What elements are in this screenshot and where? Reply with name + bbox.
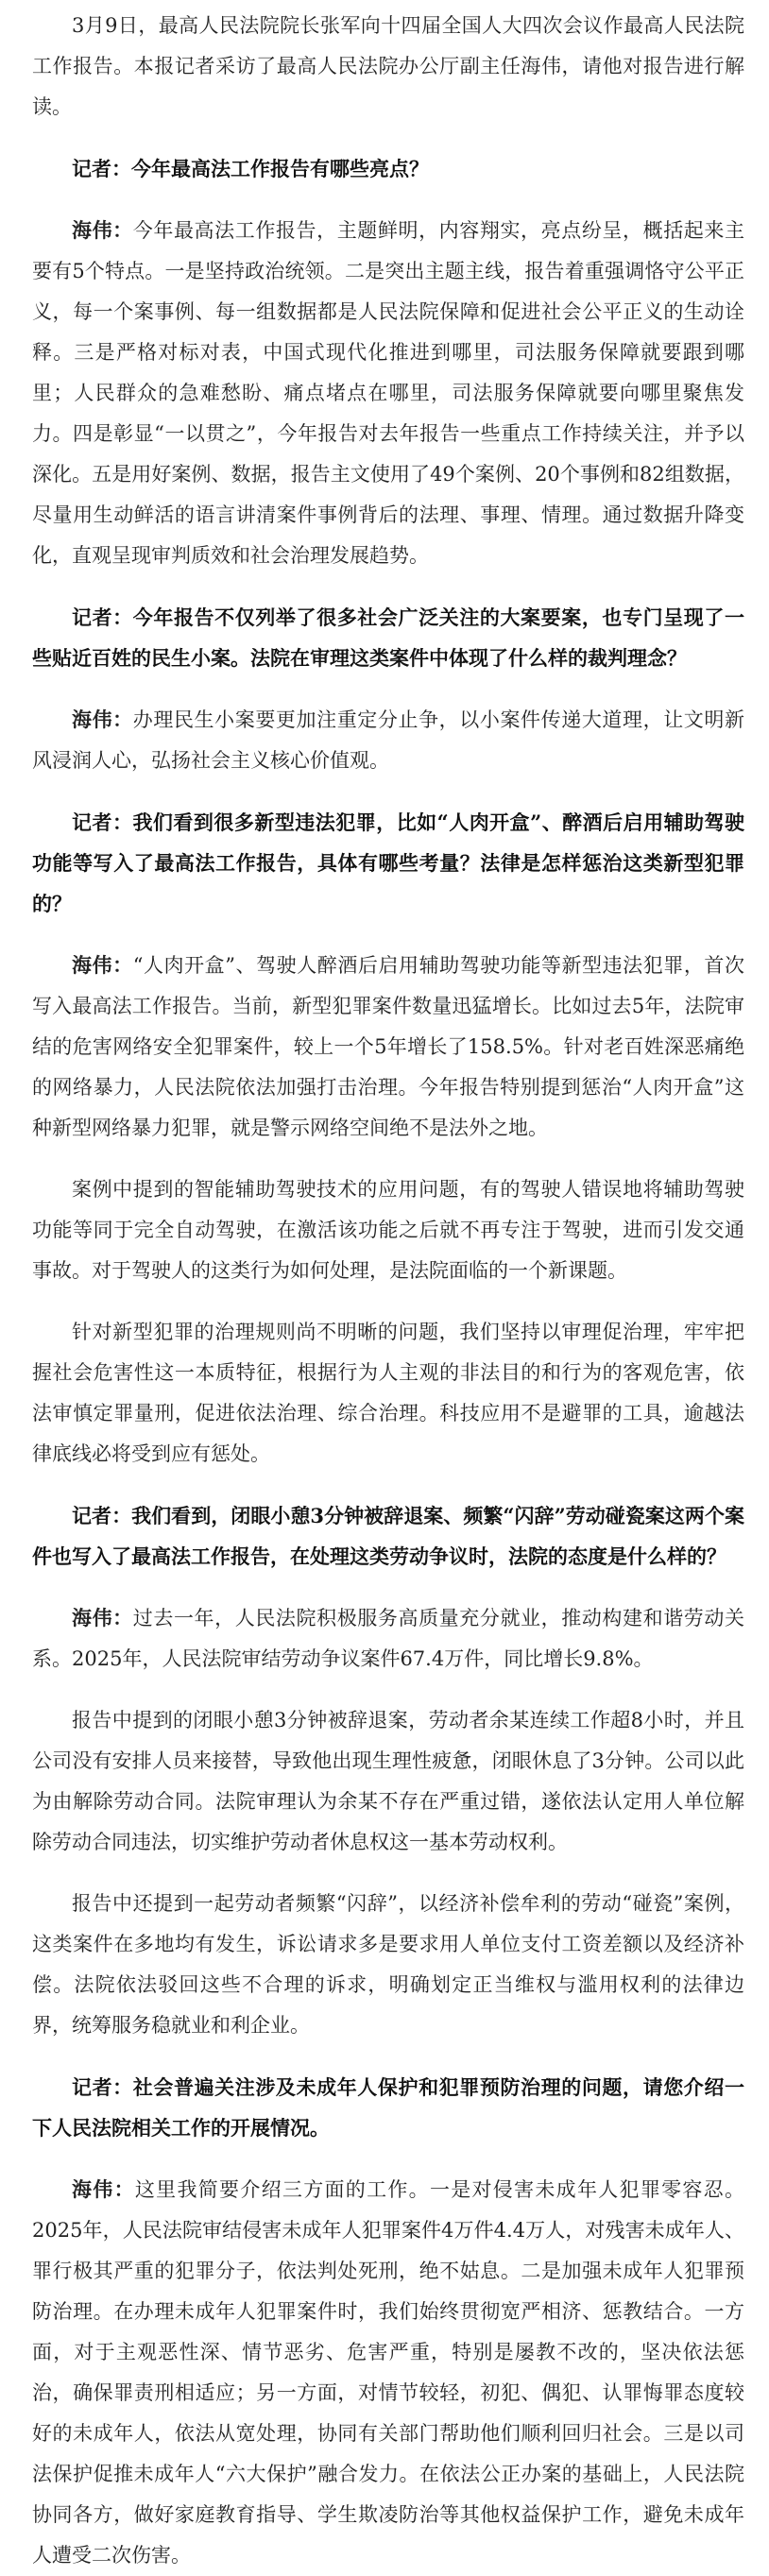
question-text: 今年报告不仅列举了很多社会广泛关注的大案要案，也专门呈现了一些贴近百姓的民生小案。法院在审理这类案件中体现了什么样的裁判理念？ [32, 606, 744, 670]
question-text: 今年最高法工作报告有哪些亮点？ [131, 157, 429, 180]
speaker-label: 海伟： [72, 953, 133, 977]
question-paragraph [32, 597, 744, 678]
answer-paragraph [32, 1597, 744, 1680]
speaker-label: 记者： [72, 2075, 133, 2099]
body-paragraph: 报告中还提到一起劳动者频繁“闪辞”，以经济补偿牟利的劳动“碰瓷”案例，这类案件在多地均有发生，诉讼请求多是要求用人单位支付工资差额以及经济补偿。法院依法驳回这些不合理的诉求，明确划定正当维权与滥用权利的法律边界，统筹服务稳就业和利企业。 [32, 1892, 744, 2037]
answer-text: “人肉开盒”、驾驶人醉酒后启用辅助驾驶功能等新型违法犯罪，首次写入最高法工作报告。当前，新型犯罪案件数量迅猛增长。比如过去5年，法院审结的危害网络安全犯罪案件，较上一个5年增长了158.5%。针对老百姓深恶痛绝的网络暴力，人民法院依法加强打击治理。今年报告特别提到惩治“人肉开盒”这种新型网络暴力犯罪，就是警示网络空间绝不是法外之地。 [32, 954, 744, 1139]
speaker-label: 记者： [72, 1504, 132, 1527]
question-text: 我们看到很多新型违法犯罪，比如“人肉开盒”、醉酒后启用辅助驾驶功能等写入了最高法工作报告，具体有哪些考量？法律是怎样惩治这类新型犯罪的？ [32, 810, 745, 915]
body-paragraph: 案例中提到的智能辅助驾驶技术的应用问题，有的驾驶人错误地将辅助驾驶功能等同于完全自动驾驶，在激活该功能之后就不再专注于驾驶，进而引发交通事故。对于驾驶人的这类行为如何处理，是法院面临的一个新课题。 [32, 1178, 744, 1282]
answer-paragraph [32, 210, 744, 576]
speaker-label: 海伟： [72, 218, 133, 242]
question-paragraph [32, 802, 744, 924]
answer-paragraph [32, 2169, 744, 2576]
question-paragraph [32, 1495, 744, 1577]
question-text: 我们看到，闭眼小憩3分钟被辞退案、频繁“闪辞”劳动碰瓷案这两个案件也写入了最高法工作报告，在处理这类劳动争议时，法院的态度是什么样的？ [32, 1504, 744, 1568]
answer-text: 办理民生小案要更加注重定分止争，以小案件传递大道理，让文明新风浸润人心，弘扬社会主义核心价值观。 [32, 708, 744, 772]
speaker-label: 海伟： [72, 2177, 135, 2201]
question-paragraph [32, 2067, 744, 2148]
answer-text: 今年最高法工作报告，主题鲜明，内容翔实，亮点纷呈，概括起来主要有5个特点。一是坚持政治统领。二是突出主题主线，报告着重强调恪守公平正义，每一个案事例、每一组数据都是人民法院保障和促进社会公平正义的生动诠释。三是严格对标对表，中国式现代化推进到哪里，司法服务保障就要跟到哪里；人民群众的急难愁盼、痛点堵点在哪里，司法服务保障就要向哪里聚焦发力。四是彰显“一以贯之”，今年报告对去年报告一些重点工作持续关注，并予以深化。五是用好案例、数据，报告主文使用了49个案例、20个事例和82组数据，尽量用生动鲜活的语言讲清案件事例背后的法理、事理、情理。通过数据升降变化，直观呈现审判质效和社会治理发展趋势。 [32, 219, 744, 567]
question-paragraph [32, 148, 744, 189]
answer-text: 这里我简要介绍三方面的工作。一是对侵害未成年人犯罪零容忍。2025年，人民法院审结侵害未成年人犯罪案件4万件4.4万人，对残害未成年人、罪行极其严重的犯罪分子，依法判处死刑，绝不姑息。二是加强未成年人犯罪预防治理。在办理未成年人犯罪案件时，我们始终贯彻宽严相济、惩教结合。一方面，对于主观恶性深、情节恶劣、危害严重，特别是屡教不改的，坚决依法惩治，确保罪责刑相适应；另一方面，对情节较轻，初犯、偶犯、认罪悔罪态度较好的未成年人，依法从宽处理，协同有关部门帮助他们顺利回归社会。三是以司法保护促推未成年人“六大保护”融合发力。在依法公正办案的基础上，人民法院协同各方，做好家庭教育指导、学生欺凌防治等其他权益保护工作，避免未成年人遭受二次伤害。 [32, 2178, 745, 2567]
speaker-label: 记者： [72, 606, 133, 629]
body-paragraph: 针对新型犯罪的治理规则尚不明晰的问题，我们坚持以审理促治理，牢牢把握社会危害性这一本质特征，根据行为人主观的非法目的和行为的客观危害，依法审慎定罪量刑，促进依法治理、综合治理。科技应用不是避罪的工具，逾越法律底线必将受到应有惩处。 [32, 1321, 744, 1465]
speaker-label: 记者： [72, 810, 133, 834]
answer-paragraph [32, 945, 744, 1149]
speaker-label: 海伟： [72, 1606, 133, 1629]
speaker-label: 记者： [72, 157, 131, 180]
question-text: 社会普遍关注涉及未成年人保护和犯罪预防治理的问题，请您介绍一下人民法院相关工作的开展情况。 [32, 2075, 744, 2140]
answer-text: 过去一年，人民法院积极服务高质量充分就业，推动构建和谐劳动关系。2025年，人民法院审结劳动争议案件67.4万件，同比增长9.8%。 [32, 1607, 744, 1670]
body-paragraph: 报告中提到的闭眼小憩3分钟被辞退案，劳动者余某连续工作超8小时，并且公司没有安排人员来接替，导致他出现生理性疲惫，闭眼休息了3分钟。公司以此为由解除劳动合同。法院审理认为余某不存在严重过错，遂依法认定用人单位解除劳动合同违法，切实维护劳动者休息权这一基本劳动权利。 [32, 1709, 744, 1853]
speaker-label: 海伟： [72, 708, 133, 731]
answer-paragraph [32, 699, 744, 781]
intro-paragraph: 3月9日，最高人民法院院长张军向十四届全国人大四次会议作最高人民法院工作报告。本报记者采访了最高人民法院办公厅副主任海伟，请他对报告进行解读。 [32, 14, 744, 118]
